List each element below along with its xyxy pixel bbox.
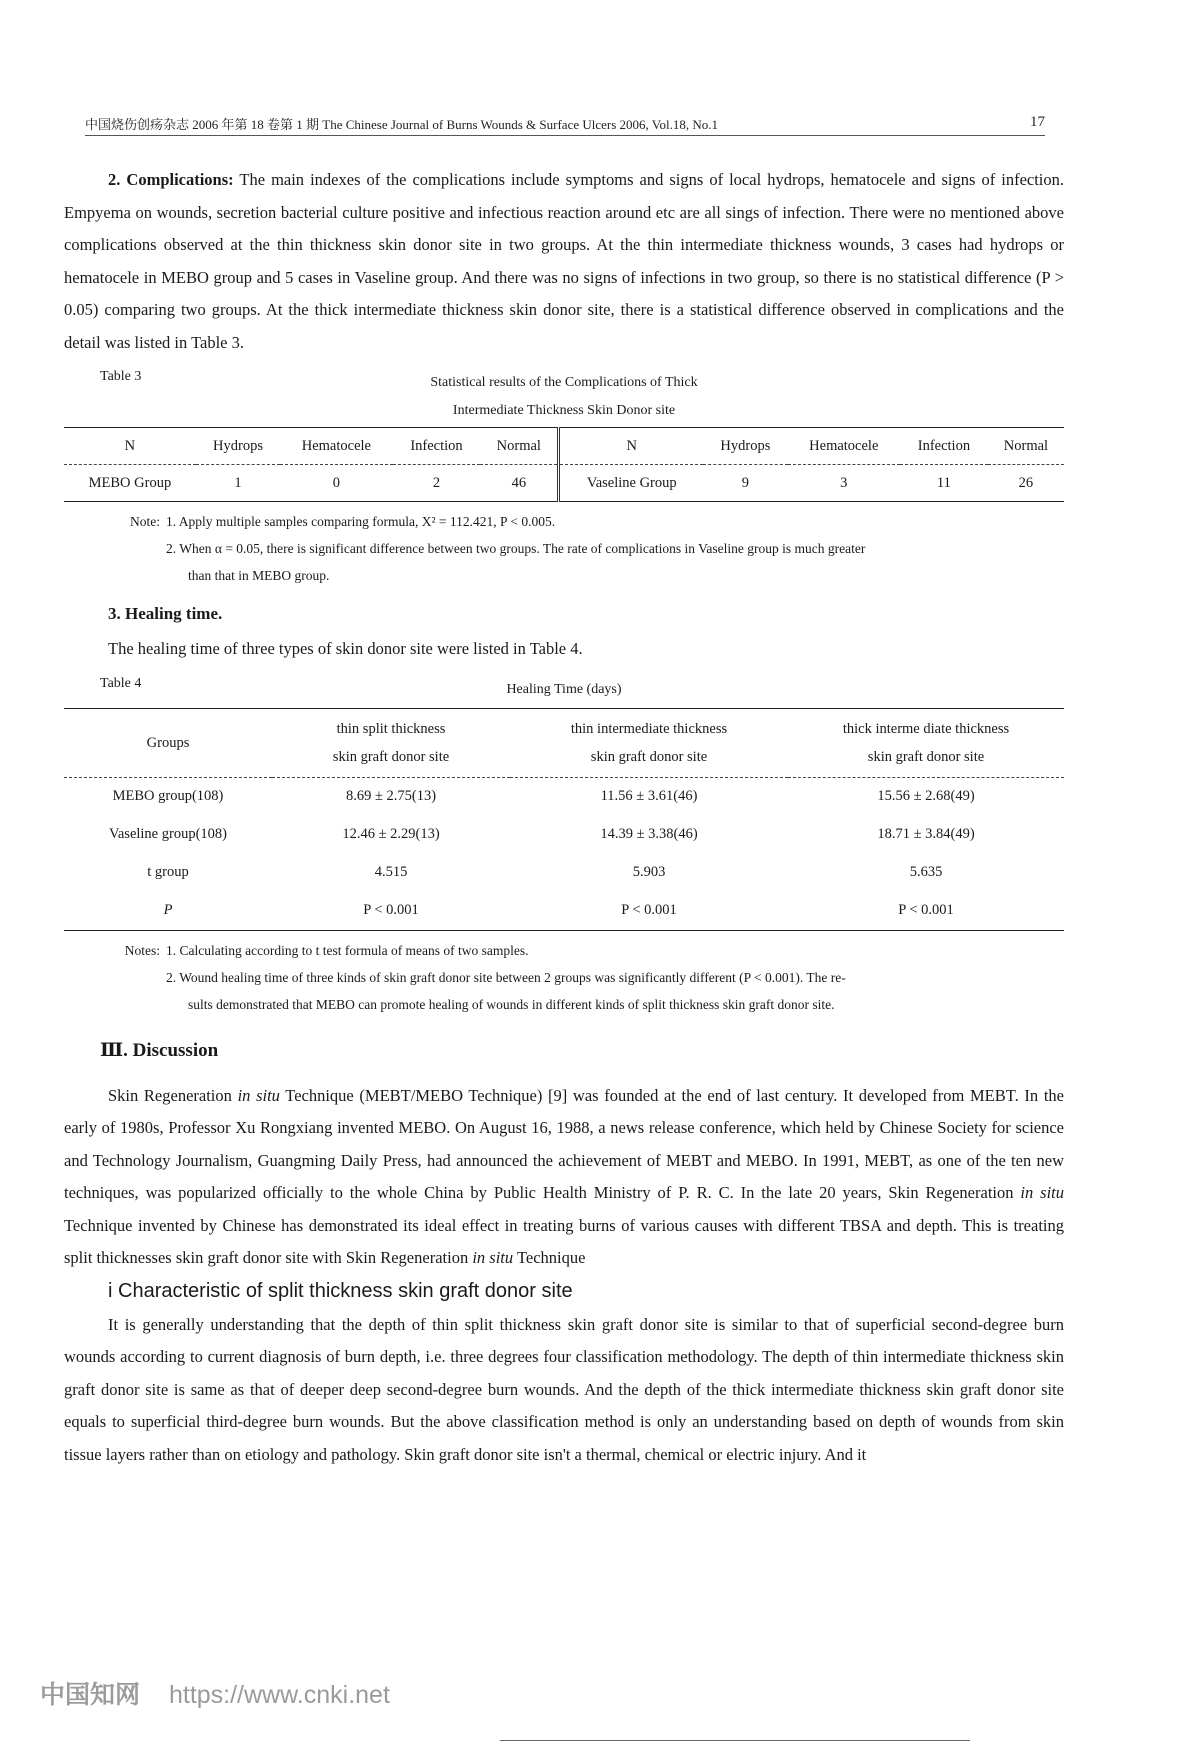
watermark-cn: 中国知网 xyxy=(40,1681,141,1709)
table3-header-row xyxy=(64,428,1064,465)
article-body xyxy=(64,164,1064,1471)
table4-header-col1: thin split thickness skin graft donor site xyxy=(272,708,510,777)
table4-cell: Vaseline group(108) xyxy=(109,826,227,842)
table4-cell: 12.46 ± 2.29(13) xyxy=(342,826,440,842)
table3-notes xyxy=(64,508,1064,589)
table4-caption xyxy=(64,676,1064,708)
table3-note-2-cont: than that in MEBO group. xyxy=(188,568,330,583)
table3-label: Table 3 xyxy=(100,369,142,384)
discussion-heading: Ⅲ. Discussion xyxy=(100,1039,219,1061)
discussion-paragraph-2: It is generally understanding that the depth of thin split thickness skin graft donor site is similar to that of superficial second-degree burn wounds according to current diagnosis of burn depth, i.e. three degrees four classification methodology. The depth of thin intermediate thickness skin graft donor site is same as that of deeper deep second-degree burn wounds. And the depth of the thick intermediate thickness skin graft donor site equals to superficial third-degree burn wounds. But the above classification method is only an understanding based on depth of wounds from skin tissue layers rather than on etiology and pathology. Skin graft donor site isn't a thermal, chemical or electric injury. And it xyxy=(64,1314,1064,1464)
table4-cell: 18.71 ± 3.84(49) xyxy=(877,826,975,842)
table3-note-label: Note: xyxy=(130,514,160,529)
table3-cell: 11 xyxy=(936,474,951,491)
table3-header-cell: Infection xyxy=(393,428,481,465)
header-rule xyxy=(85,135,1045,136)
table3-header-cell: N xyxy=(64,428,196,465)
table4-note-2-cont: sults demonstrated that MEBO can promote healing of wounds in different kinds of split thickness skin graft donor site. xyxy=(188,996,835,1012)
table4-cell: 5.903 xyxy=(632,864,666,880)
table4-header-groups: Groups xyxy=(64,708,272,777)
table3-title-line2: Intermediate Thickness Skin Donor site xyxy=(452,403,676,418)
table4-cell: 4.515 xyxy=(374,864,408,880)
table4-note-1: 1. Calculating according to t test formula of means of two samples. xyxy=(166,942,529,958)
table3 xyxy=(64,427,1064,502)
table3-note-2: 2. When α = 0.05, there is significant difference between two groups. The rate of complications in Vaseline group is much greater xyxy=(166,541,866,556)
healing-text: The healing time of three types of skin donor site were listed in Table 4. xyxy=(108,639,583,658)
table3-cell: Vaseline Group xyxy=(559,465,704,502)
table3-cell: 1 xyxy=(234,474,242,491)
table3-header-cell: Normal xyxy=(988,428,1064,465)
table4-cell: 5.635 xyxy=(909,864,943,880)
table4-cell: 14.39 ± 3.38(46) xyxy=(600,826,698,842)
table3-cell: MEBO Group xyxy=(88,474,172,491)
footer-rule xyxy=(500,1740,970,1741)
discussion-paragraph-1: Skin Regeneration in situ Technique (MEBT/MEBO Technique) [9] was founded at the end of last century. It developed from MEBT. In the early of 1980s, Professor Xu Rongxiang invented MEBO. On August 16, 1988, a news release conference, which held by Chinese Society for science and Technology Journalism, Guangming Daily Press, had announced the achievement of MEBT and MEBO. In 1991, MEBT, as one of the ten new techniques, was popularized officially to the whole China by Public Health Ministry of P. R. C. In the late 20 years, Skin Regeneration in situ Technique invented by Chinese has demonstrated its ideal effect in treating burns of various causes with different TBSA and depth. This is treating split thicknesses skin graft donor site with Skin Regeneration in situ Technique xyxy=(64,1085,1064,1267)
discussion-subheading: i Characteristic of split thickness skin graft donor site xyxy=(108,1279,573,1302)
complications-heading: 2. Complications: xyxy=(108,170,234,189)
table3-cell: 9 xyxy=(741,474,750,491)
watermark-url: https://www.cnki.net xyxy=(168,1681,390,1709)
complications-paragraph xyxy=(64,164,1064,359)
table3-header-cell: Hematocele xyxy=(280,428,392,465)
complications-text: The main indexes of the complications include symptoms and signs of local hydrops, hematocele and signs of infection. Empyema on wounds, secretion bacterial culture positive and infectious reaction around etc are all sings of infection. There were no mentioned above complications observed at the thin thickness skin donor site in two groups. At the thin intermediate thickness wounds, 3 cases had hydrops or hematocele in MEBO group and 5 cases in Vaseline group. And there was no signs of infections in two group, so there is no statistical difference (P > 0.05) comparing two groups. At the thick intermediate thickness skin donor site, there is a statistical difference observed in complications and the detail was listed in Table 3. xyxy=(64,170,1065,352)
table4-header-col2: thin intermediate thickness skin graft donor site xyxy=(510,708,788,777)
healing-heading: 3. Healing time. xyxy=(108,604,223,623)
table3-cell: 26 xyxy=(1018,474,1034,491)
table4-cell: P < 0.001 xyxy=(363,902,419,918)
table4-header-col3: thick interme diate thickness skin graft donor site xyxy=(788,708,1064,777)
table3-header-cell: N xyxy=(559,428,704,465)
table4 xyxy=(64,708,1064,931)
table4-notes xyxy=(64,937,1064,1018)
table3-header-cell: Hematocele xyxy=(788,428,900,465)
table3-title-line1: Statistical results of the Complications of Thick xyxy=(430,375,698,390)
table4-row xyxy=(64,816,1064,854)
table4-cell: 8.69 ± 2.75(13) xyxy=(345,788,437,804)
table4-row xyxy=(64,892,1064,931)
table3-header-cell: Normal xyxy=(480,428,558,465)
table4-cell: 11.56 ± 3.61(46) xyxy=(600,788,698,804)
running-header xyxy=(85,114,1045,133)
table4-row xyxy=(64,777,1064,816)
table3-cell: 3 xyxy=(840,474,848,491)
table4-header-row xyxy=(64,708,1064,777)
table3-row xyxy=(64,465,1064,502)
table3-header-cell: Hydrops xyxy=(703,428,787,465)
table4-cell: P xyxy=(163,902,173,918)
table4-cell: t group xyxy=(147,864,189,880)
table3-caption xyxy=(64,369,1064,427)
journal-title: 中国烧伤创疡杂志 2006 年第 18 卷第 1 期 The Chinese Journal of Burns Wounds & Surface Ulcers 2006, Vol.18, No.1 xyxy=(85,117,719,132)
table4-label: Table 4 xyxy=(100,675,142,691)
table3-cell: 46 xyxy=(511,474,527,491)
table4-cell: P < 0.001 xyxy=(898,902,954,918)
table3-header-cell: Hydrops xyxy=(196,428,280,465)
table4-note-2: 2. Wound healing time of three kinds of skin graft donor site between 2 groups was significantly different (P < 0.001). The re- xyxy=(166,969,846,985)
table3-cell: 2 xyxy=(432,474,441,491)
table4-cell: 15.56 ± 2.68(49) xyxy=(877,788,975,804)
table4-title: Healing Time (days) xyxy=(506,681,622,697)
table4-cell: MEBO group(108) xyxy=(112,788,224,804)
table4-notes-label: Notes: xyxy=(124,942,160,958)
table3-header-cell: Infection xyxy=(900,428,988,465)
page-number: 17 xyxy=(1030,114,1045,130)
table3-title xyxy=(64,369,1064,425)
table3-note-1: 1. Apply multiple samples comparing formula, X² = 112.421, P < 0.005. xyxy=(166,514,556,529)
table4-row xyxy=(64,854,1064,892)
table3-cell: 0 xyxy=(332,474,340,491)
cnki-watermark xyxy=(40,1675,390,1711)
table4-cell: P < 0.001 xyxy=(621,902,677,918)
